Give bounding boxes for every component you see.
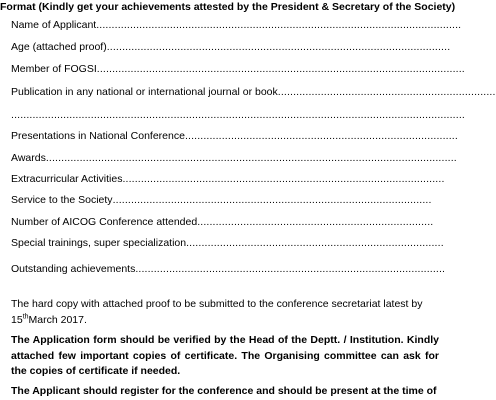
form-field-label: Outstanding achievements (11, 263, 136, 275)
verification-note: The Application form should be verified by the Head of the Deptt. / Institution. Kindly attached few important copies of certificate. The Organising committee can ask for the copies of certificate if needed. (11, 334, 439, 377)
form-field-label: Number of AICOG Conference attended (11, 216, 198, 228)
form-field-dotted-line: .................................................................................... (186, 237, 444, 249)
submission-date-day: 15 (11, 313, 23, 326)
form-field-line (11, 41, 450, 53)
form-field-dotted-line: ........................................................................................................ (112, 194, 432, 206)
form-field-dotted-line: ....................................................................................................................... (96, 19, 462, 31)
form-field-label: Awards (11, 152, 46, 164)
form-field-line (11, 130, 458, 142)
submission-date-rest: March 2017. (28, 313, 87, 326)
form-field-label: Publication in any national or international journal or book (11, 86, 278, 98)
form-field-dotted-line: ....................................................................... (277, 86, 496, 98)
form-field-dotted-line: ............................................................................. (197, 216, 434, 228)
form-field-dotted-line: ........................................................................................................................ (96, 63, 465, 75)
form-field-label: Member of FOGSI (11, 63, 97, 75)
submission-note-text: The hard copy with attached proof to be submitted to the conference secretariat latest by (11, 298, 423, 310)
form-field-line (11, 86, 496, 98)
registration-note: The Applicant should register for the conference and should be present at the time of (11, 385, 437, 397)
form-title: Format (Kindly get your achievements attested by the President & Secretary of the Society) (0, 1, 456, 13)
form-field-line (11, 263, 445, 275)
form-field-label: Extracurricular Activities (11, 173, 123, 185)
form-field-label: Name of Applicant (11, 19, 97, 31)
form-field-dotted-line: ...................................................................................................................................... (45, 152, 457, 164)
submission-note (11, 297, 439, 328)
form-field-line (11, 194, 432, 206)
form-field-line (11, 237, 444, 249)
form-field-dotted-line: ..................................................................................................... (135, 263, 446, 275)
form-field-dotted-line: .................................................................................................................................................... (11, 109, 465, 121)
form-field-line (11, 173, 445, 185)
form-field-dotted-line: ......................................................................................................... (122, 173, 445, 185)
form-field-label: Age (attached proof) (11, 41, 107, 53)
form-field-line (11, 152, 457, 164)
form-field-line (11, 63, 465, 75)
form-field-dotted-line: ................................................................................................................ (106, 41, 451, 53)
submission-date-suffix: th (22, 313, 29, 320)
form-field-label: Special trainings, super specialization (11, 237, 187, 249)
form-field-dotted-line: ......................................................................................... (184, 130, 458, 142)
form-field-line (11, 19, 461, 31)
form-field-line (11, 216, 433, 228)
form-field-line (11, 109, 465, 121)
form-field-label: Service to the Society (11, 194, 113, 206)
form-field-label: Presentations in National Conference (11, 130, 185, 142)
